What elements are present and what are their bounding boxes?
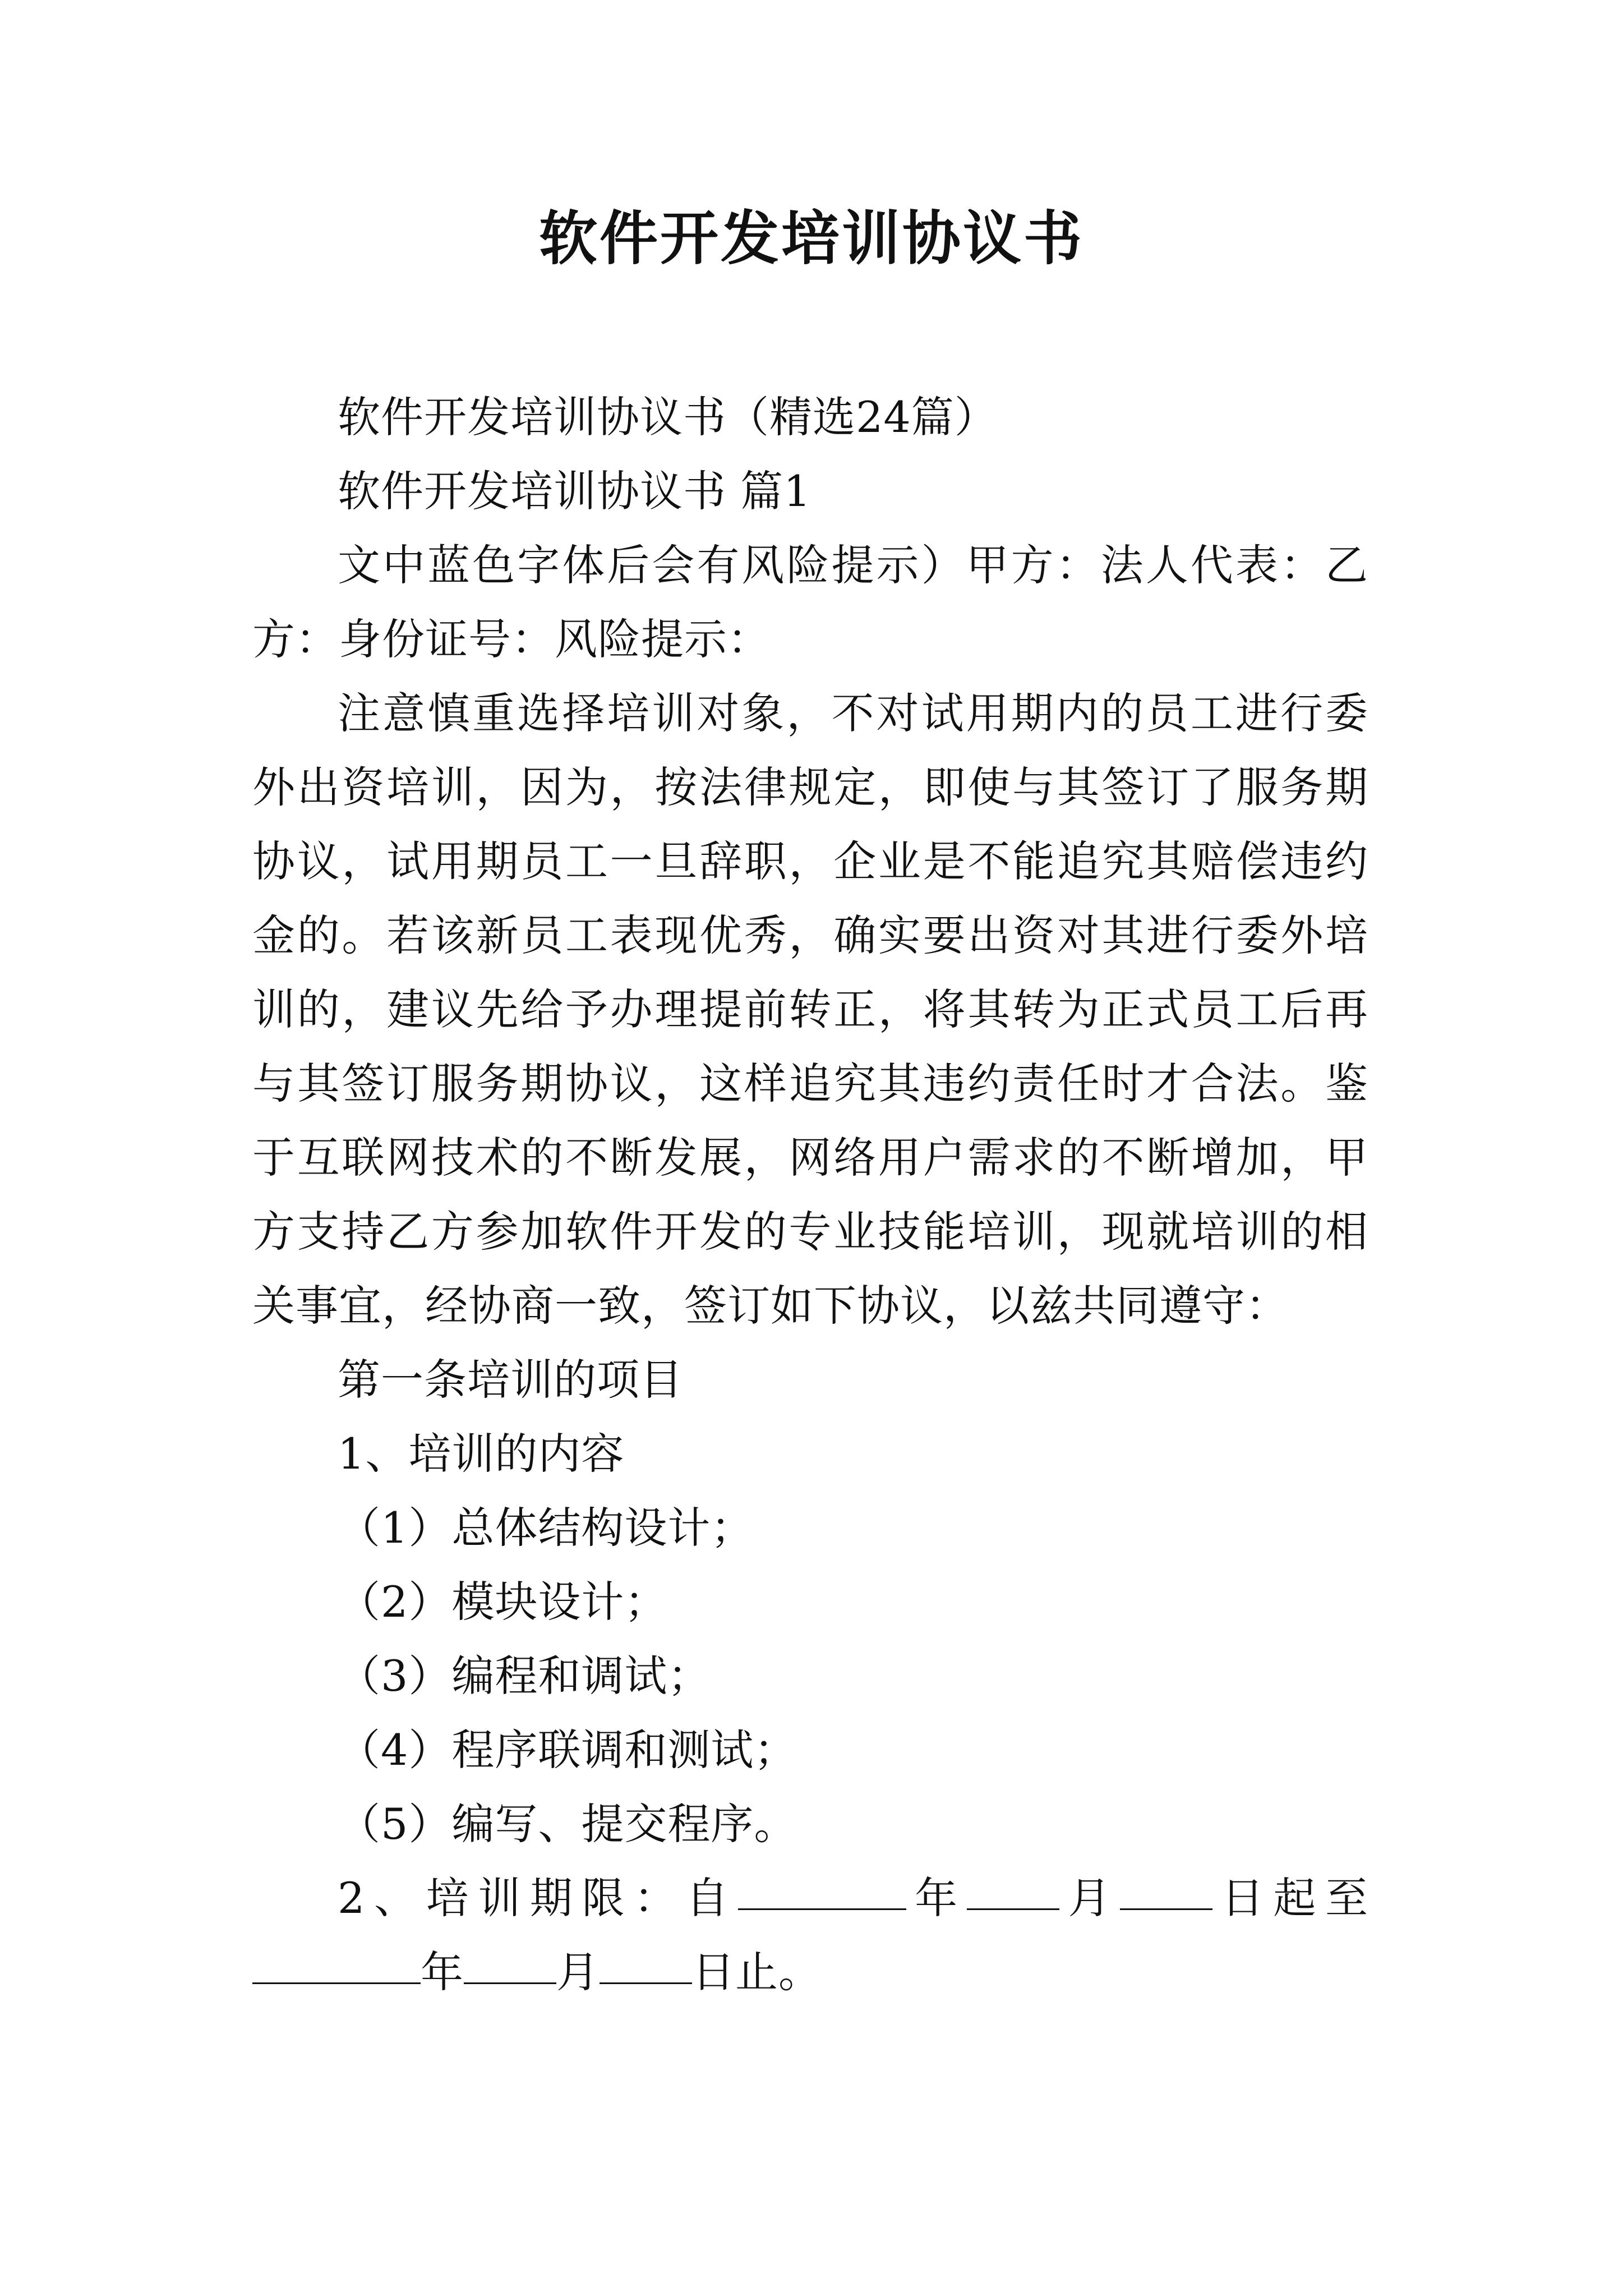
end-day-blank — [600, 1935, 692, 1984]
start-month-blank — [967, 1861, 1059, 1910]
content-item-3: （3）编程和调试； — [338, 1651, 711, 1701]
period-label: 2、培训期限：自 — [338, 1873, 738, 1923]
content-item-4: （4）程序联调和测试； — [338, 1725, 797, 1775]
content-item-5: （5）编写、提交程序。 — [338, 1799, 797, 1849]
article-1-heading: 第一条培训的项目 — [338, 1355, 683, 1405]
document-subtitle: 软件开发培训协议书（精选24篇） — [338, 392, 998, 442]
end-year-blank — [252, 1935, 421, 1984]
content-item-2: （2）模块设计； — [338, 1577, 668, 1627]
paragraph-risk-notice: 注意慎重选择培训对象，不对试用期内的员工进行委外出资培训，因为，按法律规定，即使与其签订了服务期协议，试用期员工一旦辞职，企业是不能追究其赔偿违约金的。若该新员工表现优秀，确实要出资对其进行委外培训的，建议先给予办理提前转正，将其转为正式员工后再与其签订服务期协议，这样追究其违约责任时才合法。鉴于互联网技术的不断发展，网络用户需求的不断增加，甲方支持乙方参加软件开发的专业技能培训，现就培训的相关事宜，经协商一致，签订如下协议，以兹共同遵守： — [252, 688, 1368, 1331]
period-month: 月 — [1059, 1873, 1121, 1923]
period-year: 年 — [906, 1873, 967, 1923]
document-title: 软件开发培训协议书 — [538, 204, 1084, 273]
item-1-heading: 1、培训的内容 — [338, 1429, 625, 1479]
end-month-blank — [464, 1935, 556, 1984]
period-month-end: 月 — [556, 1947, 600, 1997]
training-period — [252, 1861, 1368, 2009]
section-heading: 软件开发培训协议书 篇1 — [338, 466, 811, 516]
start-day-blank — [1120, 1861, 1212, 1910]
period-year-end: 年 — [421, 1947, 464, 1997]
paragraph-parties: 文中蓝色字体后会有风险提示）甲方：法人代表：乙方：身份证号：风险提示： — [252, 540, 1368, 664]
document-body — [252, 380, 1368, 2009]
period-day-from: 日起至 — [1212, 1873, 1369, 1923]
period-day-end: 日止。 — [692, 1947, 822, 1997]
start-year-blank — [738, 1861, 906, 1910]
content-item-1: （1）总体结构设计； — [338, 1503, 754, 1553]
